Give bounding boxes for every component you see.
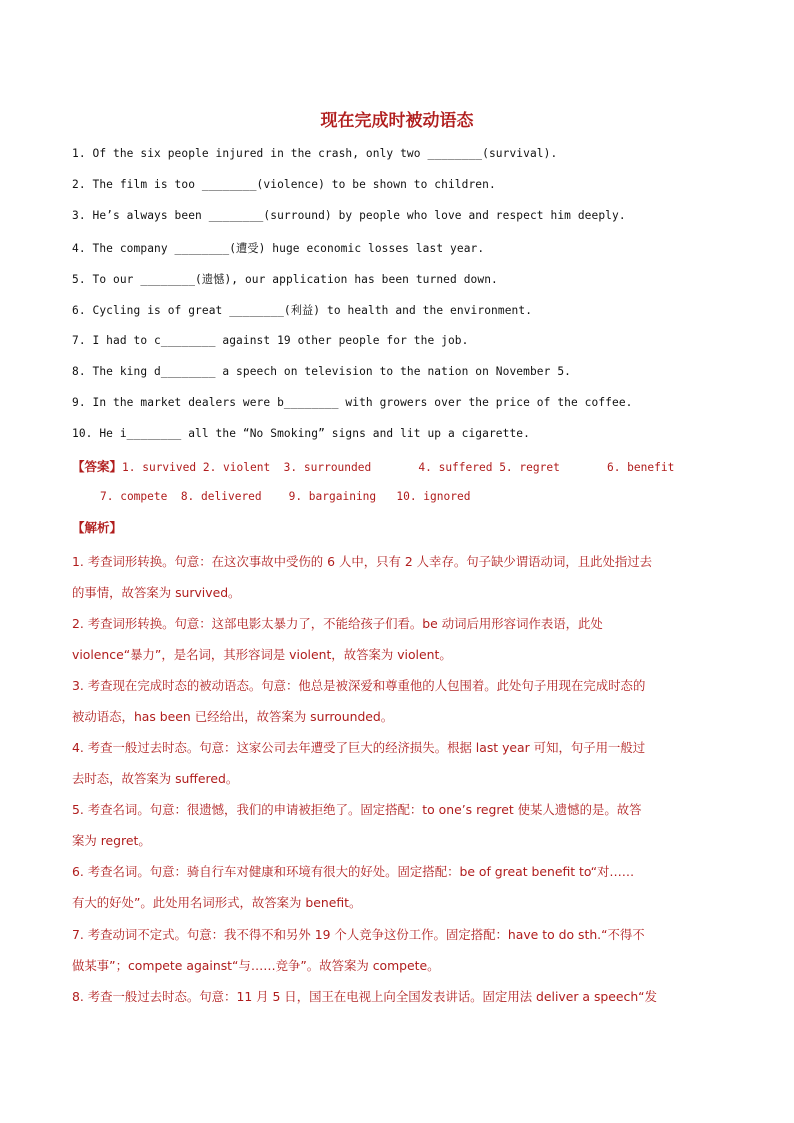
explanation-line: 3. 考查现在完成时态的被动语态。句意：他总是被深爱和尊重他的人包围着。此处句子用现在完成时态的 <box>72 678 646 693</box>
question-4: 4. The company ________(遭受) huge economic losses last year. <box>72 242 485 255</box>
question-2: 2. The film is too ________(violence) to be shown to children. <box>72 178 496 191</box>
explanation-line: 7. 考查动词不定式。句意：我不得不和另外 19 个人竞争这份工作。固定搭配：have to do sth.“不得不 <box>72 927 645 942</box>
explanation-line: violence“暴力”，是名词，其形容词是 violent，故答案为 violent。 <box>72 647 452 662</box>
explanation-line: 有大的好处”。此处用名词形式，故答案为 benefit。 <box>72 895 362 910</box>
explanation-line: 案为 regret。 <box>72 833 151 848</box>
question-8: 8. The king d________ a speech on television to the nation on November 5. <box>72 365 571 378</box>
question-7: 7. I had to c________ against 19 other people for the job. <box>72 334 469 347</box>
explanation-line: 2. 考查词形转换。句意：这部电影太暴力了，不能给孩子们看。be 动词后用形容词作表语，此处 <box>72 616 603 631</box>
explanation-line: 8. 考查一般过去时态。句意：11 月 5 日，国王在电视上向全国发表讲话。固定用法 deliver a speech“发 <box>72 989 657 1004</box>
explanation-line: 5. 考查名词。句意：很遗憾，我们的申请被拒绝了。固定搭配：to one’s regret 使某人遗憾的是。故答 <box>72 802 642 817</box>
question-1: 1. Of the six people injured in the crash, only two ________(survival). <box>72 147 558 160</box>
question-5: 5. To our ________(遗憾), our application has been turned down. <box>72 273 498 286</box>
question-6: 6. Cycling is of great ________(利益) to health and the environment. <box>72 304 533 317</box>
question-3: 3. He’s always been ________(surround) by people who love and respect him deeply. <box>72 209 626 222</box>
explanation-line: 被动语态，has been 已经给出，故答案为 surrounded。 <box>72 709 394 724</box>
answer-line-2: 7. compete 8. delivered 9. bargaining 10. ignored <box>100 490 471 503</box>
page-title: 现在完成时被动语态 <box>320 111 474 131</box>
explanation-line: 6. 考查名词。句意：骑自行车对健康和环境有很大的好处。固定搭配：be of great benefit to“对…… <box>72 864 635 879</box>
explanation-line: 1. 考查词形转换。句意：在这次事故中受伤的 6 人中，只有 2 人幸存。句子缺少谓语动词，且此处指过去 <box>72 554 653 569</box>
explanation-line: 4. 考查一般过去时态。句意：这家公司去年遭受了巨大的经济损失。根据 last year 可知，句子用一般过 <box>72 740 646 755</box>
question-9: 9. In the market dealers were b________ with growers over the price of the coffee. <box>72 396 633 409</box>
explanation-line: 去时态，故答案为 suffered。 <box>72 771 239 786</box>
explanation-label: 【解析】 <box>72 520 123 535</box>
answer-line-1 <box>72 457 674 475</box>
answer-label: 【答案】 <box>72 459 123 474</box>
explanation-line: 做某事”；compete against“与……竞争”。故答案为 compete。 <box>72 958 440 973</box>
question-10: 10. He i________ all the “No Smoking” signs and lit up a cigarette. <box>72 427 530 440</box>
explanation-line: 的事情，故答案为 survived。 <box>72 585 241 600</box>
answer-text-1: 1. survived 2. violent 3. surrounded 4. suffered 5. regret 6. benefit <box>122 461 675 474</box>
